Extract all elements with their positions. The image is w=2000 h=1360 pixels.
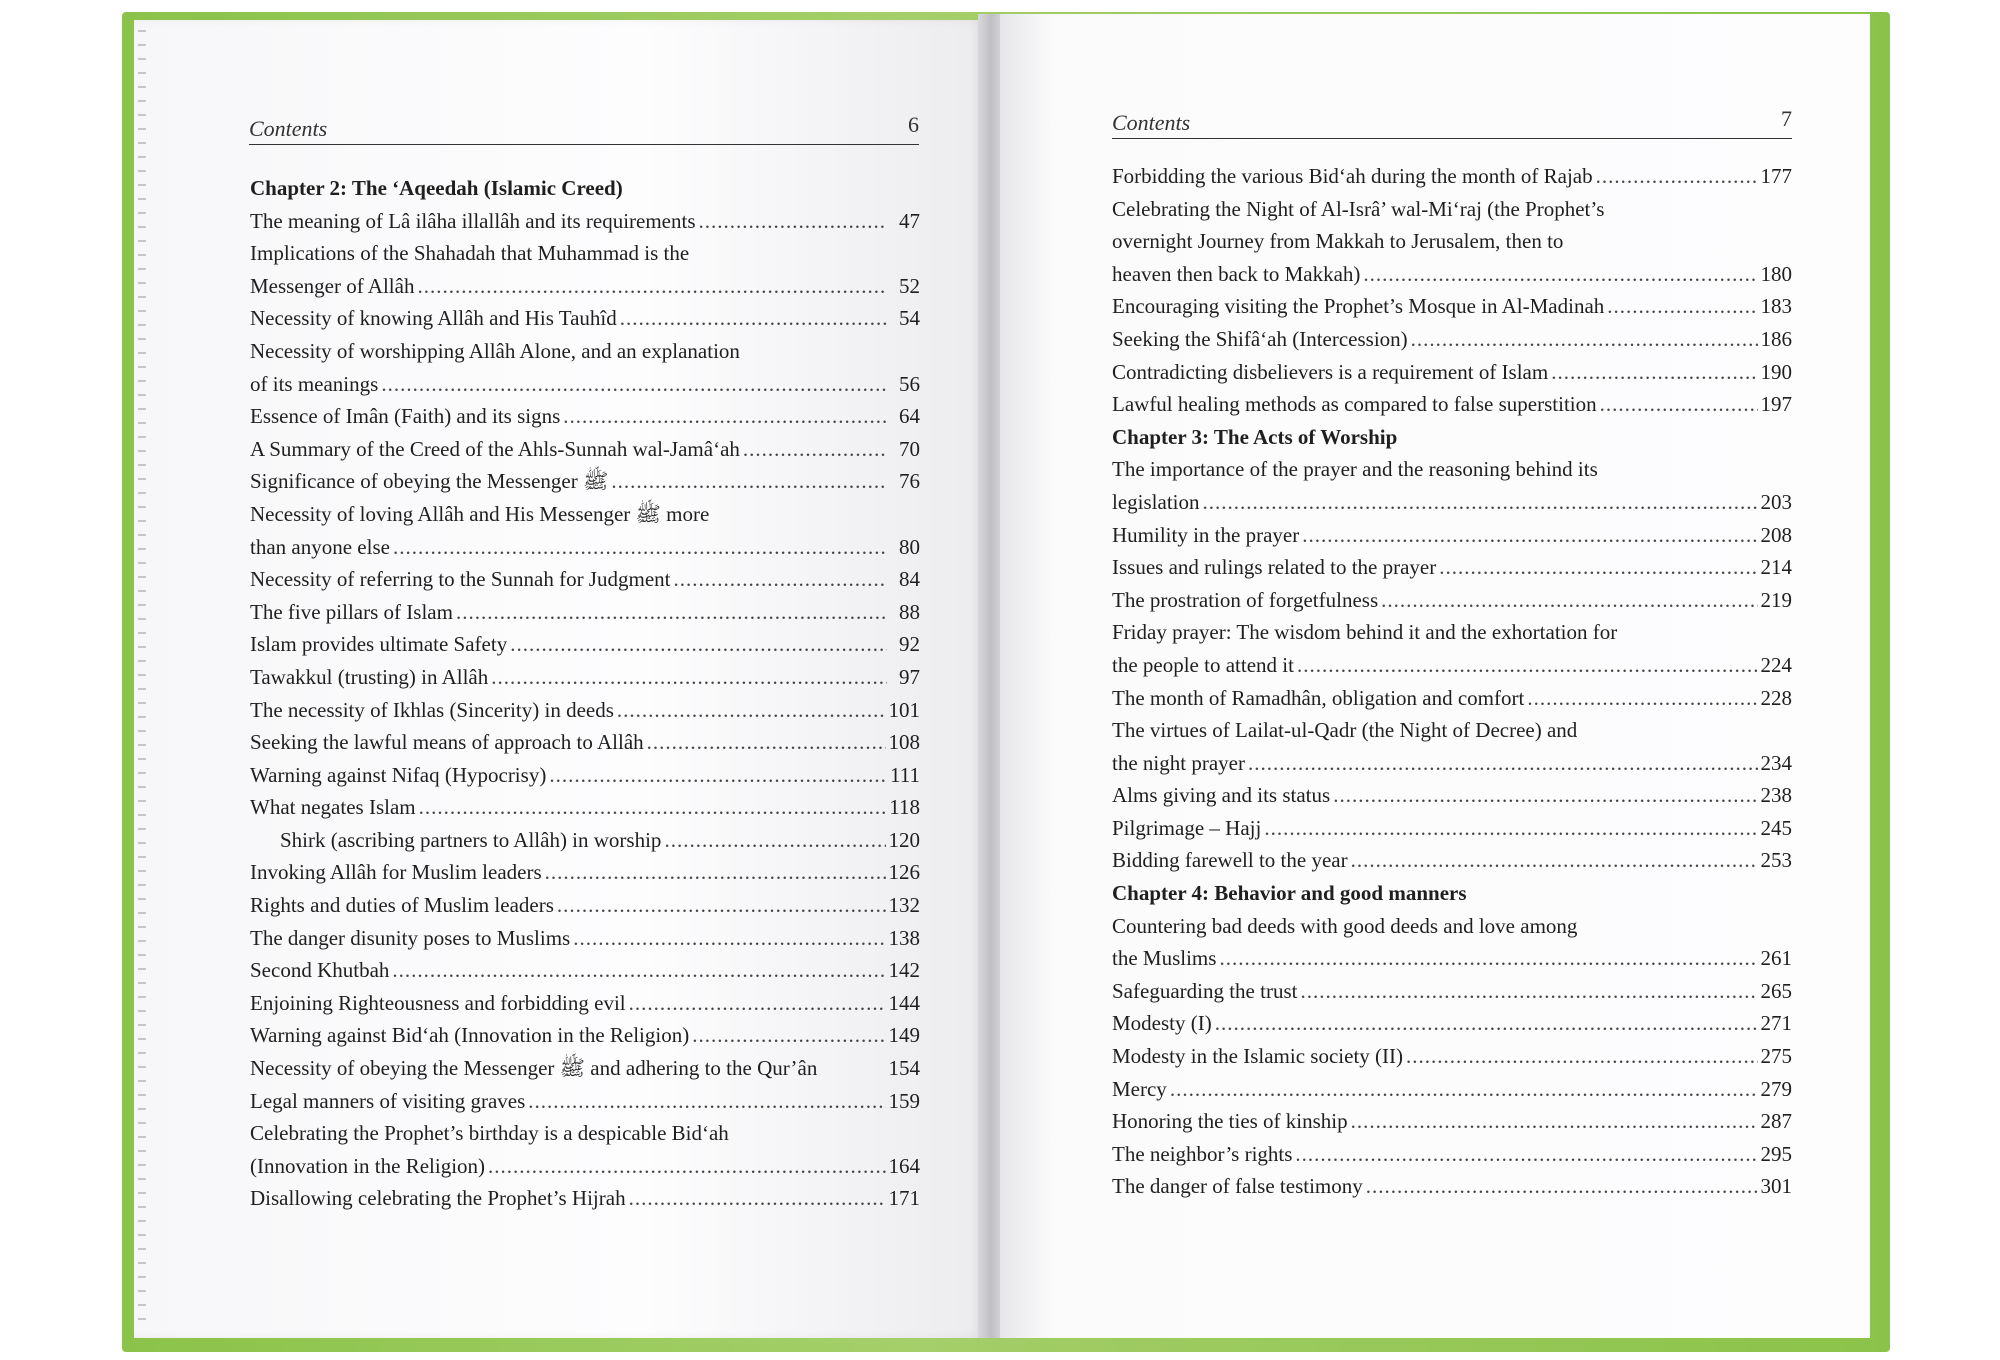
dot-leader bbox=[563, 400, 887, 433]
toc-entry bbox=[250, 726, 920, 759]
toc-entry-title: Seeking the Shifâ‘ah (Intercession) bbox=[1112, 326, 1408, 351]
toc-entry bbox=[1112, 1138, 1792, 1171]
toc-entry-title: Invoking Allâh for Muslim leaders bbox=[250, 860, 542, 885]
toc-chapter-heading bbox=[250, 172, 920, 205]
toc-entry-page: 56 bbox=[899, 371, 920, 396]
toc-entry-title: Safeguarding the trust bbox=[1112, 978, 1298, 1003]
toc-entry-title: Modesty (I) bbox=[1112, 1011, 1212, 1036]
toc-entry bbox=[250, 531, 920, 564]
dot-leader bbox=[393, 531, 887, 564]
toc-entry-title: Alms giving and its status bbox=[1112, 783, 1331, 808]
toc-entry-title: Chapter 2: The ‘Aqeedah (Islamic Creed) bbox=[250, 176, 623, 200]
toc-entry-title: Necessity of obeying the Messenger ﷺ and adhering to the Qur’ân bbox=[250, 1056, 818, 1081]
toc-entry bbox=[1112, 584, 1792, 617]
toc-entry bbox=[250, 759, 920, 792]
toc-entry-page: 214 bbox=[1760, 555, 1792, 580]
toc-entry bbox=[1112, 910, 1792, 943]
toc-entry-page: 224 bbox=[1760, 652, 1792, 677]
left-page-number: 6 bbox=[908, 112, 919, 137]
toc-entry bbox=[1112, 975, 1792, 1008]
left-toc-list bbox=[250, 172, 920, 1215]
toc-entry-title: Implications of the Shahadah that Muhammad is the bbox=[250, 241, 690, 266]
toc-entry bbox=[1112, 649, 1792, 682]
toc-entry-title: the night prayer bbox=[1112, 750, 1245, 775]
toc-entry-page: 197 bbox=[1760, 392, 1792, 417]
toc-entry-page: 295 bbox=[1760, 1141, 1792, 1166]
toc-entry-page: 190 bbox=[1760, 359, 1792, 384]
toc-entry-page: 144 bbox=[888, 990, 920, 1015]
toc-entry bbox=[1112, 258, 1792, 291]
toc-entry-title: Humility in the prayer bbox=[1112, 522, 1300, 547]
toc-entry-page: 138 bbox=[888, 925, 920, 950]
right-page bbox=[1000, 14, 1870, 1338]
toc-entry-page: 245 bbox=[1760, 815, 1792, 840]
dot-leader bbox=[664, 824, 885, 857]
toc-entry bbox=[250, 1150, 920, 1183]
toc-entry-page: 101 bbox=[888, 697, 920, 722]
toc-entry-page: 97 bbox=[899, 664, 920, 689]
dot-leader bbox=[1264, 812, 1757, 845]
toc-entry-title: Significance of obeying the Messenger ﷺ bbox=[250, 469, 609, 494]
toc-entry-title: Warning against Nifaq (Hypocrisy) bbox=[250, 762, 547, 787]
toc-entry-title: Pilgrimage – Hajj bbox=[1112, 815, 1262, 840]
dot-leader bbox=[1363, 258, 1757, 291]
toc-entry-title: Shirk (ascribing partners to Allâh) in worship bbox=[280, 827, 662, 852]
toc-entry-page: 142 bbox=[888, 958, 920, 983]
dot-leader bbox=[456, 596, 887, 629]
toc-entry-page: 253 bbox=[1760, 848, 1792, 873]
dot-leader bbox=[1248, 747, 1758, 780]
toc-entry bbox=[1112, 519, 1792, 552]
toc-entry-title: Friday prayer: The wisdom behind it and the exhortation for bbox=[1112, 620, 1618, 645]
toc-entry-title: Issues and rulings related to the prayer bbox=[1112, 555, 1437, 580]
toc-entry-title: of its meanings bbox=[250, 371, 379, 396]
dot-leader bbox=[611, 465, 887, 498]
toc-entry-title: A Summary of the Creed of the Ahls-Sunnah wal-Jamâ‘ah bbox=[250, 436, 740, 461]
toc-chapter-heading bbox=[1112, 877, 1792, 910]
toc-entry-title: Second Khutbah bbox=[250, 958, 390, 983]
toc-entry-title: Mercy bbox=[1112, 1076, 1167, 1101]
toc-entry-page: 301 bbox=[1760, 1174, 1792, 1199]
right-header-title: Contents bbox=[1112, 110, 1191, 135]
right-page-number: 7 bbox=[1781, 106, 1792, 131]
toc-entry-page: 132 bbox=[888, 893, 920, 918]
toc-entry bbox=[1112, 193, 1792, 226]
dot-leader bbox=[1295, 1138, 1757, 1171]
toc-entry bbox=[250, 922, 920, 955]
toc-entry bbox=[250, 237, 920, 270]
toc-entry bbox=[250, 694, 920, 727]
left-page-header bbox=[249, 112, 919, 145]
toc-entry-page: 80 bbox=[899, 534, 920, 559]
toc-entry bbox=[250, 563, 920, 596]
toc-entry-title: legislation bbox=[1112, 489, 1200, 514]
toc-entry bbox=[250, 661, 920, 694]
toc-entry-page: 84 bbox=[899, 567, 920, 592]
toc-entry-page: 52 bbox=[899, 273, 920, 298]
toc-entry-title: Honoring the ties of kinship bbox=[1112, 1109, 1348, 1134]
dot-leader bbox=[692, 1019, 885, 1052]
toc-entry-title: Essence of Imân (Faith) and its signs bbox=[250, 404, 561, 429]
toc-entry-title: Disallowing celebrating the Prophet’s Hijrah bbox=[250, 1186, 626, 1211]
toc-entry-page: 219 bbox=[1760, 587, 1792, 612]
toc-entry-page: 265 bbox=[1760, 978, 1792, 1003]
dot-leader bbox=[629, 987, 886, 1020]
dot-leader bbox=[1600, 388, 1758, 421]
toc-entry-page: 279 bbox=[1760, 1076, 1792, 1101]
toc-entry-page: 159 bbox=[888, 1088, 920, 1113]
toc-entry-page: 111 bbox=[890, 762, 920, 787]
toc-entry bbox=[1112, 942, 1792, 975]
toc-entry bbox=[250, 465, 920, 498]
toc-entry-title: Chapter 3: The Acts of Worship bbox=[1112, 424, 1398, 449]
toc-entry-title: Necessity of knowing Allâh and His Tauhîd bbox=[250, 306, 617, 331]
toc-entry bbox=[250, 1052, 920, 1085]
toc-entry-title: Bidding farewell to the year bbox=[1112, 848, 1348, 873]
toc-entry-title: Necessity of referring to the Sunnah for Judgment bbox=[250, 567, 671, 592]
toc-entry-title: The prostration of forgetfulness bbox=[1112, 587, 1379, 612]
toc-entry bbox=[1112, 844, 1792, 877]
toc-entry-page: 238 bbox=[1760, 783, 1792, 808]
toc-entry bbox=[250, 1019, 920, 1052]
toc-entry bbox=[250, 1117, 920, 1150]
toc-entry-title: The virtues of Lailat-ul-Qadr (the Night of Decree) and bbox=[1112, 718, 1578, 743]
toc-entry-page: 183 bbox=[1760, 294, 1792, 319]
toc-entry-title: Seeking the lawful means of approach to Allâh bbox=[250, 730, 644, 755]
toc-entry-title: The five pillars of Islam bbox=[250, 599, 453, 624]
toc-entry-title: Countering bad deeds with good deeds and love among bbox=[1112, 913, 1578, 938]
toc-entry bbox=[250, 335, 920, 368]
toc-entry-page: 64 bbox=[899, 404, 920, 429]
dot-leader bbox=[419, 791, 887, 824]
toc-entry-title: The month of Ramadhân, obligation and comfort bbox=[1112, 685, 1525, 710]
dot-leader bbox=[629, 1182, 886, 1215]
toc-entry-page: 108 bbox=[888, 730, 920, 755]
toc-entry-title: Tawakkul (trusting) in Allâh bbox=[250, 664, 489, 689]
dot-leader bbox=[1406, 1040, 1757, 1073]
toc-entry-page: 287 bbox=[1760, 1109, 1792, 1134]
dot-leader bbox=[1170, 1073, 1758, 1106]
toc-entry bbox=[250, 987, 920, 1020]
toc-entry bbox=[1112, 747, 1792, 780]
toc-chapter-heading bbox=[1112, 421, 1792, 454]
toc-entry-page: 261 bbox=[1760, 946, 1792, 971]
toc-entry-title: Necessity of loving Allâh and His Messenger ﷺ more bbox=[250, 501, 710, 526]
dot-leader bbox=[491, 661, 887, 694]
toc-entry-page: 47 bbox=[899, 208, 920, 233]
dot-leader bbox=[673, 563, 887, 596]
toc-entry-title: Celebrating the Night of Al-Isrâ’ wal-Mi‘raj (the Prophet’s bbox=[1112, 196, 1605, 221]
dot-leader bbox=[557, 889, 886, 922]
toc-entry bbox=[1112, 1007, 1792, 1040]
toc-entry-title: the Muslims bbox=[1112, 946, 1217, 971]
dot-leader bbox=[1215, 1007, 1758, 1040]
toc-entry-title: Chapter 4: Behavior and good manners bbox=[1112, 881, 1467, 906]
toc-entry-page: 118 bbox=[889, 795, 920, 820]
toc-entry bbox=[250, 498, 920, 531]
left-header-title: Contents bbox=[249, 116, 328, 141]
dot-leader bbox=[1411, 323, 1758, 356]
toc-entry-title: Islam provides ultimate Safety bbox=[250, 632, 508, 657]
toc-entry-title: Modesty in the Islamic society (II) bbox=[1112, 1044, 1404, 1069]
toc-entry-page: 186 bbox=[1760, 326, 1792, 351]
toc-entry-title: The danger disunity poses to Muslims bbox=[250, 925, 571, 950]
toc-entry-title: The danger of false testimony bbox=[1112, 1174, 1363, 1199]
toc-entry bbox=[250, 270, 920, 303]
dot-leader bbox=[1381, 584, 1757, 617]
dot-leader bbox=[1219, 942, 1757, 975]
toc-entry bbox=[1112, 160, 1792, 193]
toc-entry-page: 177 bbox=[1760, 164, 1792, 188]
left-page bbox=[134, 20, 982, 1338]
dot-leader bbox=[392, 954, 885, 987]
toc-entry-page: 180 bbox=[1760, 261, 1792, 286]
toc-entry bbox=[250, 889, 920, 922]
toc-entry-page: 275 bbox=[1760, 1044, 1792, 1069]
toc-entry-title: Legal manners of visiting graves bbox=[250, 1088, 526, 1113]
toc-entry bbox=[1112, 323, 1792, 356]
dot-leader bbox=[1333, 779, 1757, 812]
dot-leader bbox=[1596, 160, 1758, 193]
toc-entry-title: Messenger of Allâh bbox=[250, 273, 415, 298]
toc-entry-title: Contradicting disbelievers is a requirement of Islam bbox=[1112, 359, 1549, 384]
dot-leader bbox=[1203, 486, 1758, 519]
toc-entry-title: Encouraging visiting the Prophet’s Mosque in Al-Madinah bbox=[1112, 294, 1605, 319]
dot-leader bbox=[1551, 356, 1757, 389]
toc-entry-page: 228 bbox=[1760, 685, 1792, 710]
toc-entry-page: 203 bbox=[1760, 489, 1792, 514]
toc-entry bbox=[250, 1085, 920, 1118]
dot-leader bbox=[417, 270, 887, 303]
toc-entry-title: Warning against Bid‘ah (Innovation in the Religion) bbox=[250, 1023, 690, 1048]
dot-leader bbox=[1300, 975, 1757, 1008]
dot-leader bbox=[545, 856, 886, 889]
toc-entry bbox=[1112, 1040, 1792, 1073]
toc-entry-page: 164 bbox=[888, 1153, 920, 1178]
toc-entry-page: 154 bbox=[888, 1056, 920, 1081]
toc-entry bbox=[1112, 453, 1792, 486]
dot-leader bbox=[1302, 519, 1757, 552]
toc-entry-title: Necessity of worshipping Allâh Alone, and an explanation bbox=[250, 338, 740, 363]
toc-entry-page: 70 bbox=[899, 436, 920, 461]
dot-leader bbox=[1527, 682, 1757, 715]
toc-entry bbox=[1112, 714, 1792, 747]
toc-entry bbox=[1112, 1073, 1792, 1106]
toc-entry bbox=[250, 954, 920, 987]
toc-entry-title: The neighbor’s rights bbox=[1112, 1141, 1293, 1166]
toc-entry-page: 54 bbox=[899, 306, 920, 331]
toc-entry-title: overnight Journey from Makkah to Jerusalem, then to bbox=[1112, 229, 1564, 254]
dot-leader bbox=[528, 1085, 885, 1118]
dot-leader bbox=[699, 205, 887, 238]
toc-entry-title: heaven then back to Makkah) bbox=[1112, 261, 1361, 286]
toc-entry bbox=[250, 824, 920, 857]
toc-entry-title: The importance of the prayer and the reasoning behind its bbox=[1112, 457, 1598, 482]
toc-entry-title: Enjoining Righteousness and forbidding evil bbox=[250, 990, 626, 1015]
toc-entry bbox=[250, 856, 920, 889]
toc-entry bbox=[1112, 682, 1792, 715]
toc-entry bbox=[250, 302, 920, 335]
toc-entry bbox=[250, 791, 920, 824]
dot-leader bbox=[510, 628, 887, 661]
dot-leader bbox=[573, 922, 885, 955]
toc-entry bbox=[1112, 1105, 1792, 1138]
dot-leader bbox=[1439, 551, 1757, 584]
toc-entry-title: The necessity of Ikhlas (Sincerity) in deeds bbox=[250, 697, 614, 722]
toc-entry bbox=[1112, 551, 1792, 584]
toc-entry bbox=[250, 400, 920, 433]
dot-leader bbox=[617, 694, 886, 727]
toc-entry-title: the people to attend it bbox=[1112, 652, 1294, 677]
toc-entry bbox=[250, 1182, 920, 1215]
dot-leader bbox=[743, 433, 887, 466]
toc-entry-title: (Innovation in the Religion) bbox=[250, 1153, 486, 1178]
toc-entry bbox=[1112, 616, 1792, 649]
right-page-header bbox=[1112, 106, 1792, 139]
toc-entry-title: Forbidding the various Bid‘ah during the month of Rajab bbox=[1112, 164, 1593, 188]
dot-leader bbox=[1351, 844, 1758, 877]
dot-leader bbox=[1607, 290, 1757, 323]
toc-entry-page: 149 bbox=[888, 1023, 920, 1048]
toc-entry-title: Celebrating the Prophet’s birthday is a despicable Bid‘ah bbox=[250, 1121, 729, 1146]
dot-leader bbox=[1297, 649, 1758, 682]
toc-entry bbox=[250, 433, 920, 466]
dot-leader bbox=[620, 302, 887, 335]
toc-entry bbox=[250, 205, 920, 238]
toc-entry-page: 126 bbox=[888, 860, 920, 885]
toc-entry-page: 120 bbox=[888, 827, 920, 852]
toc-entry bbox=[1112, 356, 1792, 389]
toc-entry bbox=[250, 628, 920, 661]
toc-entry-page: 88 bbox=[899, 599, 920, 624]
toc-entry-title: Lawful healing methods as compared to false superstition bbox=[1112, 392, 1597, 417]
toc-entry bbox=[1112, 388, 1792, 421]
toc-entry bbox=[250, 596, 920, 629]
toc-entry bbox=[1112, 1170, 1792, 1203]
toc-entry bbox=[1112, 486, 1792, 519]
toc-entry-page: 92 bbox=[899, 632, 920, 657]
dot-leader bbox=[1351, 1105, 1758, 1138]
toc-entry-page: 171 bbox=[888, 1186, 920, 1211]
toc-entry bbox=[1112, 225, 1792, 258]
toc-entry bbox=[1112, 290, 1792, 323]
toc-entry-page: 208 bbox=[1760, 522, 1792, 547]
page-edge-ticks bbox=[138, 30, 146, 1330]
dot-leader bbox=[1366, 1170, 1758, 1203]
toc-entry-title: What negates Islam bbox=[250, 795, 416, 820]
dot-leader bbox=[488, 1150, 885, 1183]
right-toc-list bbox=[1112, 160, 1792, 1203]
toc-entry bbox=[1112, 812, 1792, 845]
dot-leader bbox=[381, 368, 887, 401]
toc-entry bbox=[250, 368, 920, 401]
toc-entry bbox=[1112, 779, 1792, 812]
dot-leader bbox=[549, 759, 887, 792]
toc-entry-title: Rights and duties of Muslim leaders bbox=[250, 893, 554, 918]
toc-entry-page: 76 bbox=[899, 469, 920, 494]
toc-entry-title: The meaning of Lâ ilâha illallâh and its requirements bbox=[250, 208, 696, 233]
toc-entry-page: 234 bbox=[1760, 750, 1792, 775]
toc-entry-page: 271 bbox=[1760, 1011, 1792, 1036]
dot-leader bbox=[647, 726, 886, 759]
toc-entry-title: than anyone else bbox=[250, 534, 390, 559]
